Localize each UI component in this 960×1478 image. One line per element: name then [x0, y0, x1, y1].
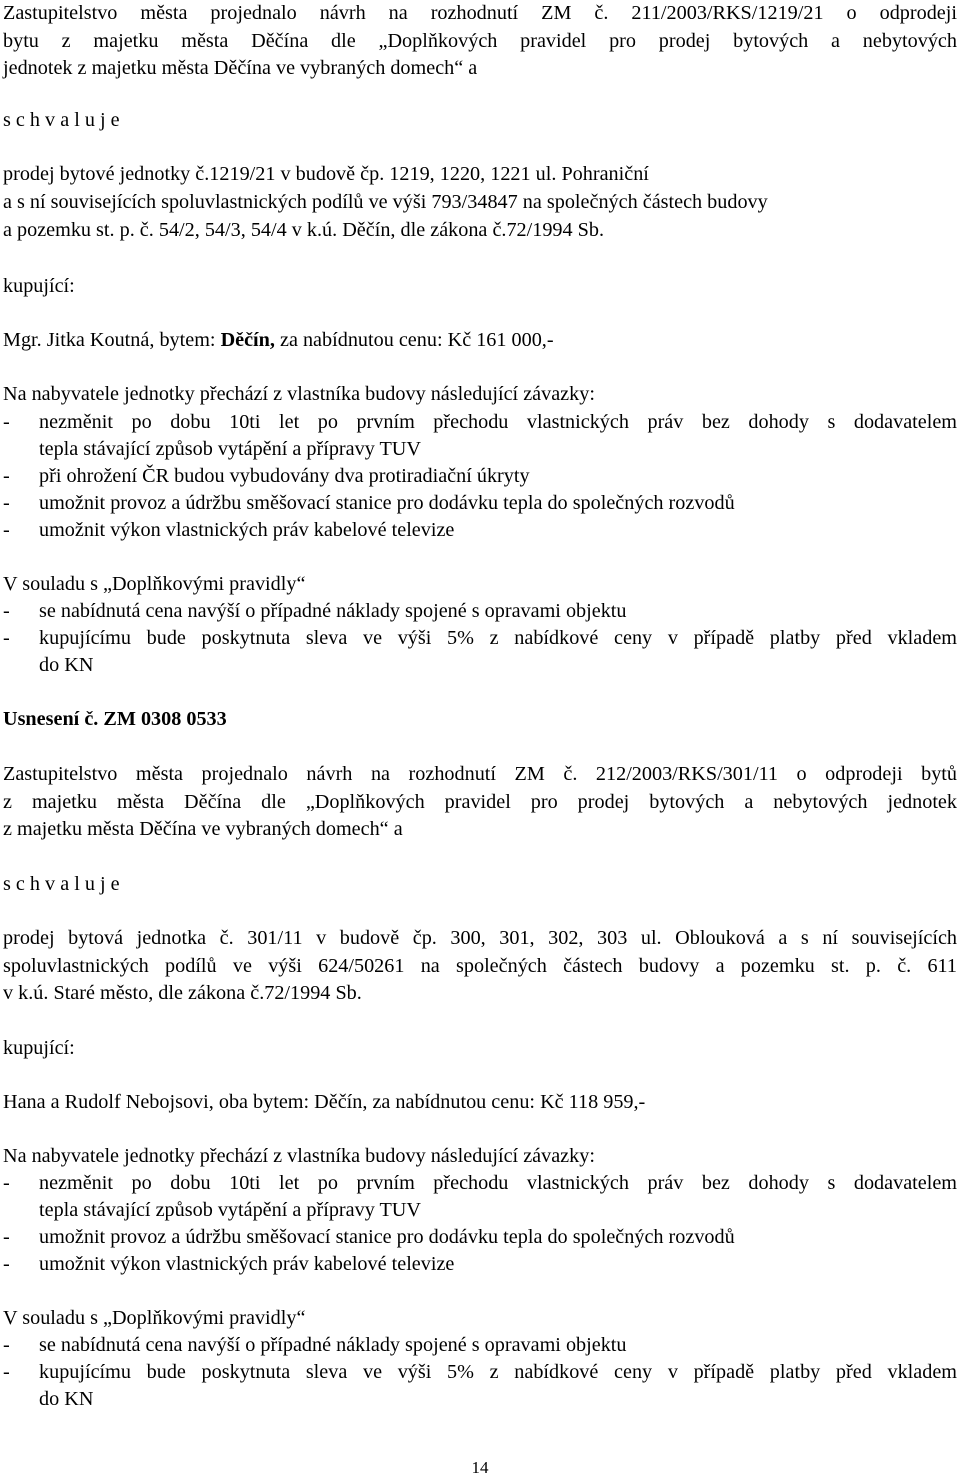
obligation-text-cont: tepla stávající způsob vytápění a přípravy TUV	[39, 1199, 421, 1221]
obligation-text: umožnit provoz a údržbu směšovací stanice pro dodávku tepla do společných rozvodů	[39, 492, 735, 514]
obligation-item	[3, 409, 957, 436]
obligations-heading: Na nabyvatele jednotky přechází z vlastníka budovy následující závazky:	[3, 1145, 595, 1167]
obligation-item	[3, 1251, 957, 1278]
intro-line-1: Zastupitelstvo města projednalo návrh na rozhodnutí ZM č. 212/2003/RKS/301/11 o odprodeji bytů	[3, 763, 957, 785]
buyer-name: Mgr. Jitka Koutná, bytem:	[3, 329, 221, 351]
intro-line-2: bytu z majetku města Děčína dle „Doplňkových pravidel pro prodej bytových a nebytových	[3, 30, 957, 52]
obligation-text: nezměnit po dobu 10ti let po prvním přechodu vlastnických práv bez dohody s dodavatelem	[39, 1172, 957, 1194]
obligation-text: umožnit provoz a údržbu směšovací stanice pro dodávku tepla do společných rozvodů	[39, 1226, 735, 1248]
rule-item	[3, 598, 957, 625]
bullet-dash: -	[3, 411, 10, 433]
buyer-line: Hana a Rudolf Nebojsovi, oba bytem: Děčín, za nabídnutou cenu: Kč 118 959,-	[3, 1091, 646, 1113]
rule-text-cont: do KN	[39, 1388, 94, 1410]
obligation-item	[3, 1170, 957, 1197]
obligation-text: umožnit výkon vlastnických práv kabelové televize	[39, 1253, 455, 1275]
buyer-price: za nabídnutou cenu: Kč 161 000,-	[274, 329, 554, 351]
rule-text: se nabídnutá cena navýší o případné náklady spojené s opravami objektu	[39, 1334, 627, 1356]
buyer-city: Děčín,	[220, 329, 275, 351]
bullet-dash: -	[3, 627, 10, 649]
bullet-dash: -	[3, 1253, 10, 1275]
page-number: 14	[471, 1458, 489, 1477]
buyer-label: kupující:	[3, 1037, 75, 1059]
rule-text-cont: do KN	[39, 654, 94, 676]
intro-line-3: jednotek z majetku města Děčína ve vybraných domech“ a	[3, 57, 478, 79]
obligation-item	[3, 463, 957, 490]
resolution-title: Usnesení č. ZM 0308 0533	[3, 708, 227, 730]
bullet-dash: -	[3, 492, 10, 514]
obligation-item	[3, 490, 957, 517]
rule-text: kupujícímu bude poskytnuta sleva ve výši 5% z nabídkové ceny v případě platby před vkladem	[39, 1361, 957, 1383]
rule-item	[3, 1332, 957, 1359]
sale-line-2: a s ní souvisejících spoluvlastnických podílů ve výši 793/34847 na společných částech budovy	[3, 191, 768, 213]
buyer-line	[3, 327, 554, 354]
approves-heading: s c h v a l u j e	[3, 873, 120, 895]
obligation-item	[3, 1224, 957, 1251]
bullet-dash: -	[3, 1361, 10, 1383]
bullet-dash: -	[3, 519, 10, 541]
intro-line-3: z majetku města Děčína ve vybraných domech“ a	[3, 818, 403, 840]
buyer-label: kupující:	[3, 275, 75, 297]
obligation-item	[3, 517, 957, 544]
sale-line-1: prodej bytová jednotka č. 301/11 v budově čp. 300, 301, 302, 303 ul. Oblouková a s ní souvisejících	[3, 927, 957, 949]
sale-line-3: v k.ú. Staré město, dle zákona č.72/1994 Sb.	[3, 982, 362, 1004]
bullet-dash: -	[3, 1172, 10, 1194]
obligation-text: nezměnit po dobu 10ti let po prvním přechodu vlastnických práv bez dohody s dodavatelem	[39, 411, 957, 433]
obligations-heading: Na nabyvatele jednotky přechází z vlastníka budovy následující závazky:	[3, 383, 595, 405]
bullet-dash: -	[3, 465, 10, 487]
sale-line-3: a pozemku st. p. č. 54/2, 54/3, 54/4 v k.ú. Děčín, dle zákona č.72/1994 Sb.	[3, 219, 605, 241]
obligation-text-cont: tepla stávající způsob vytápění a přípravy TUV	[39, 438, 421, 460]
approves-heading: s c h v a l u j e	[3, 109, 120, 131]
bullet-dash: -	[3, 1334, 10, 1356]
rules-heading: V souladu s „Doplňkovými pravidly“	[3, 573, 306, 595]
bullet-dash: -	[3, 1226, 10, 1248]
rules-heading: V souladu s „Doplňkovými pravidly“	[3, 1307, 306, 1329]
obligation-text: umožnit výkon vlastnických práv kabelové televize	[39, 519, 455, 541]
obligation-text: při ohrožení ČR budou vybudovány dva protiradiační úkryty	[39, 465, 530, 487]
intro-line-2: z majetku města Děčína dle „Doplňkových pravidel pro prodej bytových a nebytových jednotek	[3, 791, 957, 813]
rule-text: kupujícímu bude poskytnuta sleva ve výši 5% z nabídkové ceny v případě platby před vkladem	[39, 627, 957, 649]
sale-line-2: spoluvlastnických podílů ve výši 624/50261 na společných částech budovy a pozemku st. p. č. 611	[3, 955, 957, 977]
intro-line-1: Zastupitelstvo města projednalo návrh na rozhodnutí ZM č. 211/2003/RKS/1219/21 o odprodeji	[3, 2, 957, 24]
rule-text: se nabídnutá cena navýší o případné náklady spojené s opravami objektu	[39, 600, 627, 622]
sale-line-1: prodej bytové jednotky č.1219/21 v budově čp. 1219, 1220, 1221 ul. Pohraniční	[3, 163, 649, 185]
rule-item	[3, 1359, 957, 1386]
bullet-dash: -	[3, 600, 10, 622]
rule-item	[3, 625, 957, 652]
